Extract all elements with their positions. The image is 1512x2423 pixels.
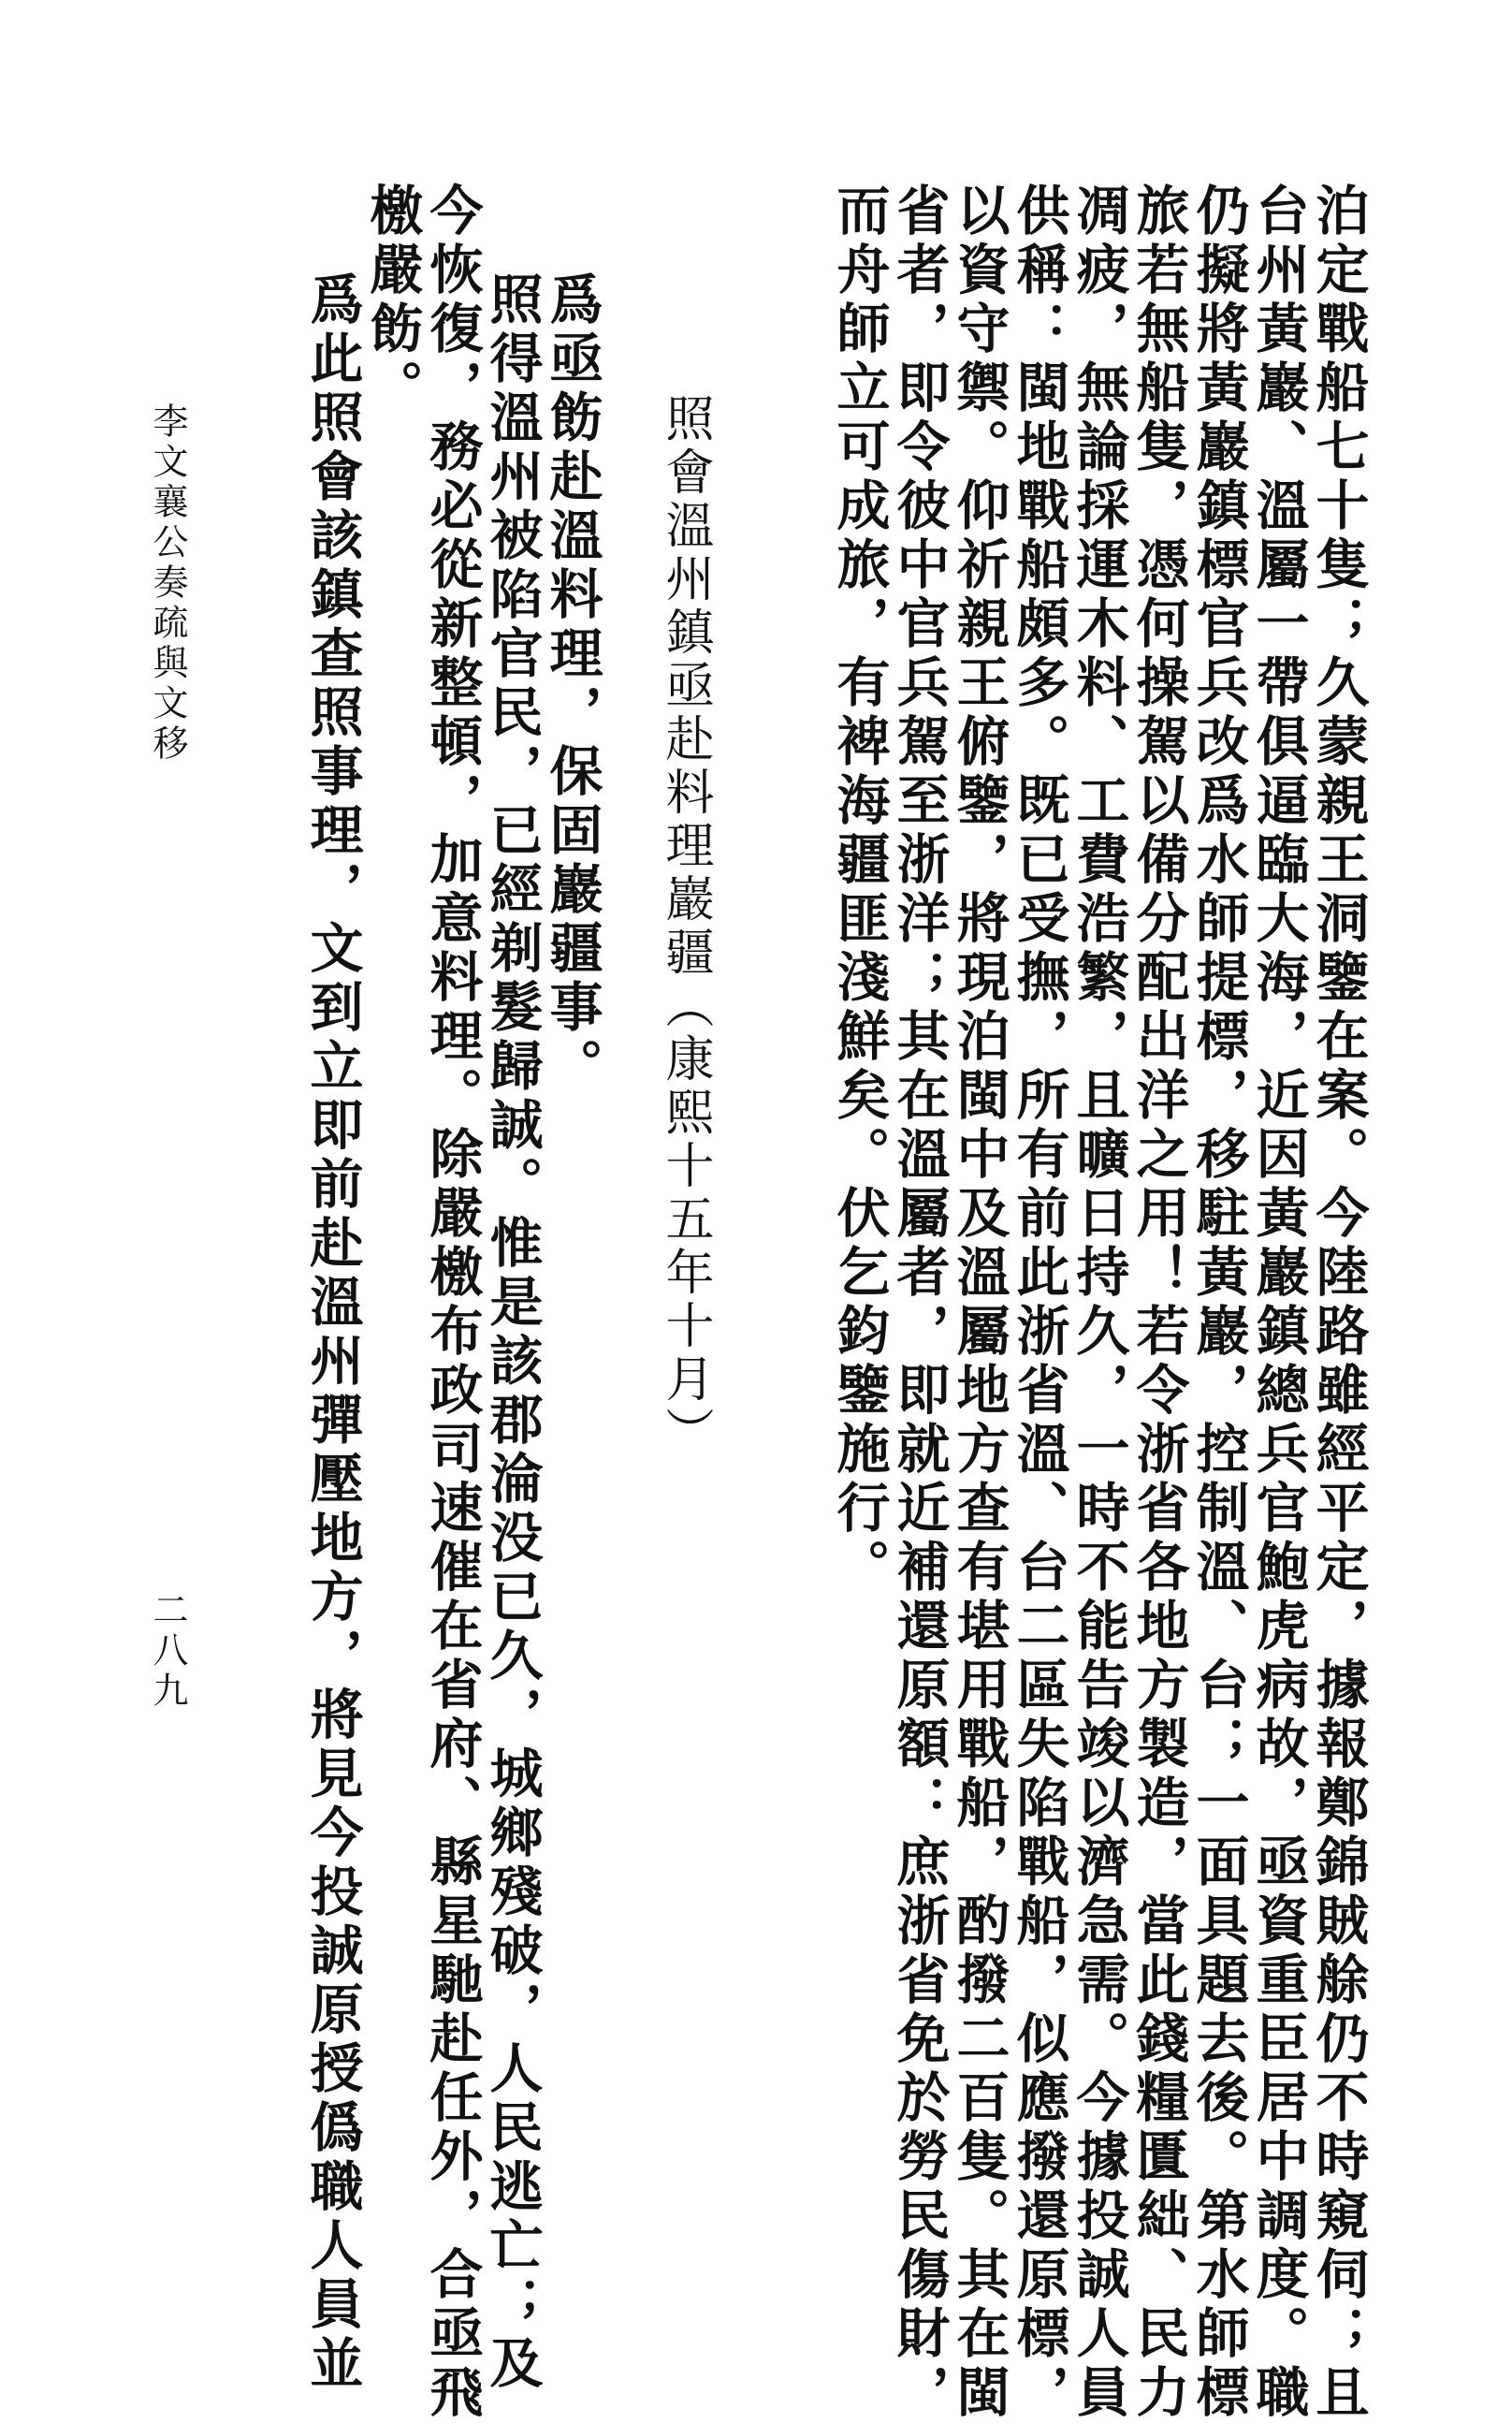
running-title: 李文襄公奏疏與文移 [147, 402, 188, 765]
text-column-3: 仍擬將黃巖鎮標官兵改爲水師提標，移駐黃巖，控制溫、台；一面具題去後。第水師標 [1187, 182, 1250, 2423]
text-column-6: 供稱：閩地戰船頗多。既已受撫，所有前此浙省溫、台二區失陷戰船，似應撥還原標， [1008, 182, 1070, 2423]
section-line-1: 爲亟飭赴溫料理，保固巖疆事。 [541, 271, 603, 1097]
section-line-3: 今恢復，務必從新整頓，加意料理。除嚴檄布政司速催在省府、縣星馳赴任外，合亟飛 [421, 182, 484, 2423]
text-column-1: 泊定戰船七十隻；久蒙親王洞鑒在案。今陸路雖經平定，據報鄭錦賊艅仍不時窺伺；且 [1307, 182, 1370, 2423]
text-column-5: 凋疲，無論採運木料、工費浩繁，且曠日持久，一時不能告竣以濟急需。今據投誠人員 [1068, 182, 1130, 2423]
section-line-2: 照得溫州被陷官民，已經剃髮歸誠。惟是該郡淪没已久，城鄉殘破，人民逃亡；及 [481, 271, 544, 2394]
text-column-4: 旅若無船隻，憑何操駕以備分配出洋之用！若令浙省各地方製造，當此錢糧匱絀、民力 [1127, 182, 1190, 2423]
text-column-8: 省者，即令彼中官兵駕至浙洋；其在溫屬者，即就近補還原額：庶浙省免於勞民傷財， [888, 182, 951, 2423]
section-line-5: 爲此照會該鎮查照事理，文到立即前赴溫州彈壓地方，將見今投誠原授僞職人員並 [301, 271, 364, 2394]
page-number: 二八九 [147, 1591, 188, 1712]
section-line-4: 檄嚴飭。 [361, 182, 424, 418]
section-heading: 照會溫州鎮亟赴料理巖疆（康熙十五年十月） [657, 393, 713, 1460]
text-column-7: 以資守禦。仰祈親王俯鑒，將現泊閩中及溫屬地方查有堪用戰船，酌撥二百隻。其在閩 [948, 182, 1010, 2423]
text-column-9: 而舟師立可成旅，有裨海疆匪淺鮮矣。伏乞鈞鑒施行。 [828, 182, 891, 1598]
text-column-2: 台州黃巖、溫屬一帶俱逼臨大海，近因黃巖鎮總兵官鮑虎病故，亟資重臣居中調度。職 [1247, 182, 1310, 2423]
